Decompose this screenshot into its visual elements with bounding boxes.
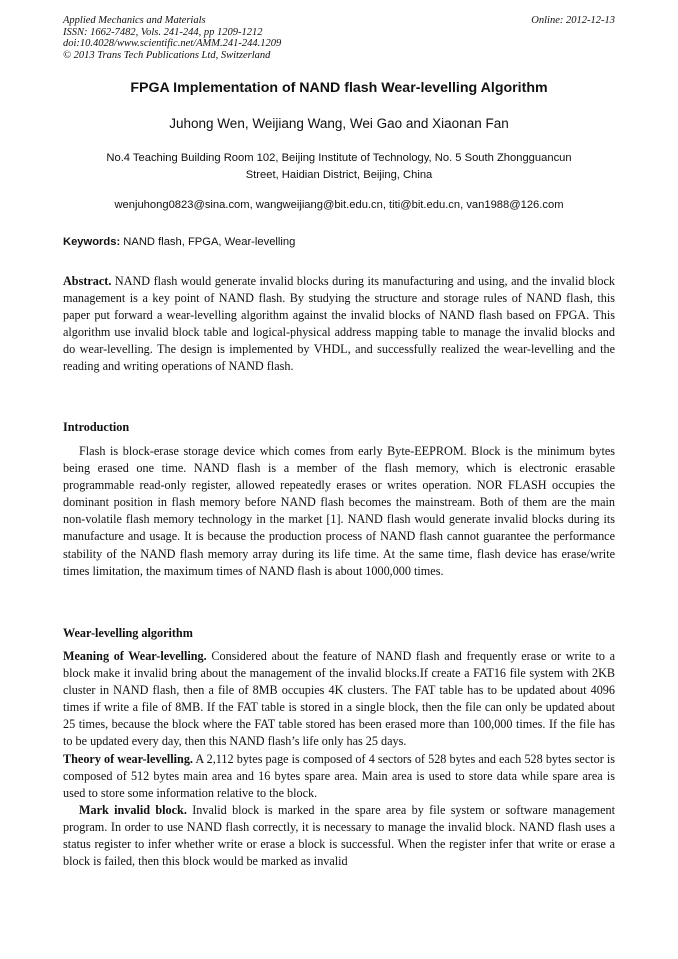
paper-title: FPGA Implementation of NAND flash Wear-levelling Algorithm: [130, 80, 548, 96]
journal-doi: doi:10.4028/www.scientific.net/AMM.241-244.1209: [63, 38, 282, 49]
journal-copyright: © 2013 Trans Tech Publications Ltd, Switzerland: [63, 49, 271, 61]
mark-label: Mark invalid block.: [79, 802, 187, 817]
journal-name: Applied Mechanics and Materials: [63, 15, 206, 26]
meaning-label: Meaning of Wear-levelling.: [63, 649, 207, 663]
author-emails: wenjuhong0823@sina.com, wangweijiang@bit.edu.cn, titi@bit.edu.cn, van1988@126.com: [114, 199, 564, 211]
journal-issn: ISSN: 1662-7482, Vols. 241-244, pp 1209-1212: [63, 26, 263, 38]
keywords: [63, 236, 615, 248]
wear-levelling-section: [63, 648, 615, 870]
journal-header: [63, 15, 615, 61]
introduction-text: Flash is block-erase storage device which comes from early Byte-EEPROM. Block is the minimum bytes being erased one time. NAND flash is a member of the flash memory, which is electronic erasable programmable read-only register, allowed repeatedly erases or writes operation. NOR FLASH occupies the dominant position in flash memory before NAND flash becomes the mainstream. Both of them are the main non-volatile flash memory technology in the market [1]. NAND flash would generate invalid blocks during its manufacture and usage. It is because the production process of NAND flash cannot guarantee the performance stability of the NAND flash memory array during its life time. At the same time, flash device has erase/write times limitation, the maximum times of NAND flash is about 1000,000 times.: [63, 444, 615, 578]
theory-label: Theory of wear-levelling.: [63, 751, 193, 766]
online-date: Online: 2012-12-13: [531, 15, 615, 26]
introduction-heading: Introduction: [63, 420, 130, 434]
wear-levelling-heading: Wear-levelling algorithm: [63, 626, 193, 640]
abstract-text: NAND flash would generate invalid blocks during its manufacturing and using, and the invalid block management is a key point of NAND flash. By studying the structure and storage rules of NAND flash, this paper put forward a wear-levelling algorithm against the invalid blocks of NAND flash based on FPGA. This algorithm use invalid block table and logical-physical address mapping table to manage the invalid blocks and do wear-levelling. The design is implemented by VHDL, and successfully realized the wear-levelling and the reading and writing operations of NAND flash.: [63, 274, 615, 374]
theory-paragraph: [63, 751, 615, 802]
affiliation-line-1: No.4 Teaching Building Room 102, Beijing Institute of Technology, No. 5 South Zhongguancun: [106, 152, 572, 164]
introduction-section: [63, 443, 615, 580]
author-affiliation: [63, 150, 615, 184]
keywords-label: Keywords:: [63, 236, 121, 248]
meaning-paragraph: [63, 648, 615, 751]
abstract-label: Abstract.: [63, 274, 112, 288]
meaning-text: Considered about the feature of NAND flash and frequently erase or write to a block make it invalid bring about the management of the invalid blocks.If create a FAT16 file system with 2KB cluster in NAND flash, then a file of 8MB occupies 4K clusters. The FAT table has to be updated about 4096 times if write a file of 8MB. If the FAT table is stored in a single block, then the file can only be updated about 25 times, because the block where the FAT table stored has been erased more than 100,000 times. If the file has to be updated every day, then this NAND flash’s life only has 25 days.: [63, 649, 615, 749]
mark-text: Invalid block is marked in the spare area by file system or software management program. In order to use NAND flash correctly, it is necessary to manage the invalid block. NAND flash uses a status register to infer whether write or erase a block is successful. When the register infer that write or erase a block is failed, then this block would be marked as invalid: [63, 802, 615, 869]
affiliation-line-2: Street, Haidian District, Beijing, China: [245, 169, 433, 181]
keywords-text: NAND flash, FPGA, Wear-levelling: [120, 236, 296, 248]
paper-authors: Juhong Wen, Weijiang Wang, Wei Gao and Xiaonan Fan: [169, 116, 509, 131]
abstract: [63, 273, 615, 376]
theory-text: A 2,112 bytes page is composed of 4 sectors of 528 bytes and each 528 bytes sector is composed of 512 bytes main area and 16 bytes spare area. Main area is used to store data while spare area is used to store some information relative to the block.: [63, 751, 616, 800]
mark-paragraph: [63, 802, 615, 870]
